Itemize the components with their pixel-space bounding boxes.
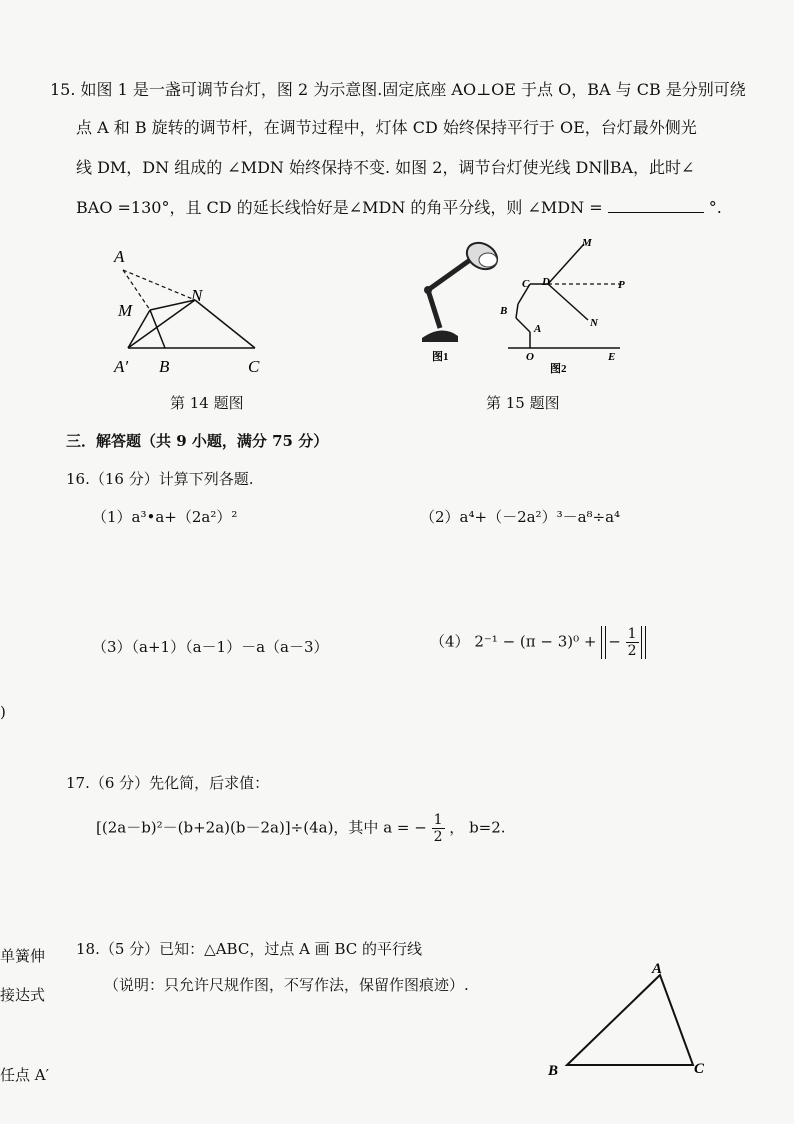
- lamp-upper-arm: [428, 260, 470, 290]
- q17-title: 17.（6 分）先化简，后求值：: [66, 774, 270, 792]
- fig14-seg-NC: [195, 300, 255, 348]
- fig15-label-O: O: [526, 351, 534, 363]
- q15-line-2: 点 A 和 B 旋转的调节杆，在调节过程中，灯体 CD 始终保持平行于 OE，台灯最外侧光: [76, 118, 697, 137]
- fig14-label-Aprime: A′: [114, 357, 129, 376]
- fig14-dash-AN: [123, 270, 195, 300]
- triangle-ABC: [567, 975, 693, 1065]
- q16-part-4: [430, 626, 646, 659]
- q17-tail: ， b=2.: [449, 818, 506, 837]
- q16-part-3: （3）（a+1）（a－1）－a（a－3）: [92, 638, 329, 656]
- q16-part-4-expr: 2⁻¹ − (π − 3)⁰ +: [474, 632, 602, 651]
- q18-label-A: A: [652, 961, 663, 977]
- q17-a-num: 1: [433, 812, 443, 828]
- q16-part-4-absolute-inner: [605, 626, 641, 659]
- lamp-lower-arm: [428, 290, 440, 328]
- q17-fraction: [432, 812, 445, 845]
- fig14-label-M: M: [118, 301, 133, 320]
- q16-part-1: （1）a³•a+（2a²）²: [92, 508, 238, 526]
- fig14-seg-MB: [150, 310, 165, 348]
- fig15-ray-DN: [548, 284, 588, 320]
- fig15-label-D: D: [542, 276, 550, 288]
- q16-title: 16.（16 分）计算下列各题.: [66, 470, 254, 488]
- fig15-caption: 第 15 题图: [486, 394, 560, 412]
- lamp-joint-icon: [424, 286, 432, 294]
- q16-part-4-den: 2: [627, 643, 637, 659]
- fig14-diagram: [100, 240, 290, 380]
- q17-expression: [96, 812, 506, 845]
- fig15-seg-AB: [516, 318, 530, 332]
- q16-part-4-fraction: [626, 626, 639, 659]
- fig15-fig1-label: 图1: [432, 351, 449, 362]
- q15-text-4b: °.: [708, 198, 722, 217]
- fig15-ray-DM: [548, 244, 584, 284]
- q16-part-4-prefix: （4）: [430, 632, 470, 651]
- q15-answer-blank[interactable]: [608, 198, 704, 213]
- fig15-label-A: A: [534, 323, 542, 335]
- fig15-label-E: E: [608, 351, 616, 363]
- q16-part-4-num: 1: [627, 626, 637, 642]
- fig15-seg-BB2: [516, 304, 518, 318]
- q18-triangle: [540, 955, 720, 1085]
- fig14-label-N: N: [191, 286, 203, 305]
- q18-title: 18.（5 分）已知：△ABC，过点 A 画 BC 的平行线: [76, 940, 422, 958]
- fig15-label-M: M: [582, 237, 592, 249]
- q16-part-4-minus: −: [608, 632, 621, 651]
- q17-expr-text: [(2a－b)²－(b+2a)(b－2a)]÷(4a)，其中 a = −: [96, 818, 427, 837]
- lamp-base-icon: [422, 330, 458, 342]
- fig15-lamp-image: [412, 236, 502, 362]
- q15-line-1: [50, 80, 746, 100]
- q15-line-3: 线 DM，DN 组成的 ∠MDN 始终保持不变. 如图 2，调节台灯使光线 DN∥BA，此时∠: [76, 158, 695, 177]
- margin-text-1: 单簧伸: [0, 947, 46, 965]
- margin-text-3: 任点 A′: [0, 1066, 50, 1084]
- q17-a-den: 2: [433, 829, 443, 845]
- q18-note: （说明：只允许尺规作图，不写作法，保留作图痕迹）.: [104, 976, 469, 994]
- section-3-title: 三．解答题（共 9 小题，满分 75 分）: [66, 432, 329, 450]
- q15-line-4: [76, 198, 722, 218]
- fig15-label-N: N: [590, 317, 598, 329]
- fig15-label-P: P: [618, 279, 625, 291]
- q18-label-C: C: [694, 1061, 705, 1077]
- q15-number: 15.: [50, 80, 76, 99]
- q15-text-1: 如图 1 是一盏可调节台灯，图 2 为示意图.固定底座 AO⊥OE 于点 O，BA 与 CB 是分别可绕: [80, 80, 746, 99]
- fig14-label-C: C: [248, 357, 260, 376]
- q15-text-4a: BAO =130°，且 CD 的延长线恰好是∠MDN 的角平分线，则 ∠MDN =: [76, 198, 603, 217]
- fig15-label-B: B: [500, 305, 508, 317]
- margin-text-2: 接达式: [0, 986, 46, 1004]
- fig14-label-B: B: [159, 357, 170, 376]
- q16-part-4-absolute: [601, 626, 645, 659]
- fig14-caption: 第 14 题图: [170, 394, 244, 412]
- fig14-label-A: A: [114, 247, 125, 266]
- fig15-fig2-label: 图2: [550, 363, 567, 374]
- fig15-label-C: C: [522, 278, 530, 290]
- margin-paren: ): [0, 703, 6, 721]
- q18-label-B: B: [548, 1063, 559, 1079]
- q16-part-2: （2）a⁴+（－2a²）³－a⁸÷a⁴: [420, 508, 621, 526]
- fig15-diagram: [490, 232, 640, 374]
